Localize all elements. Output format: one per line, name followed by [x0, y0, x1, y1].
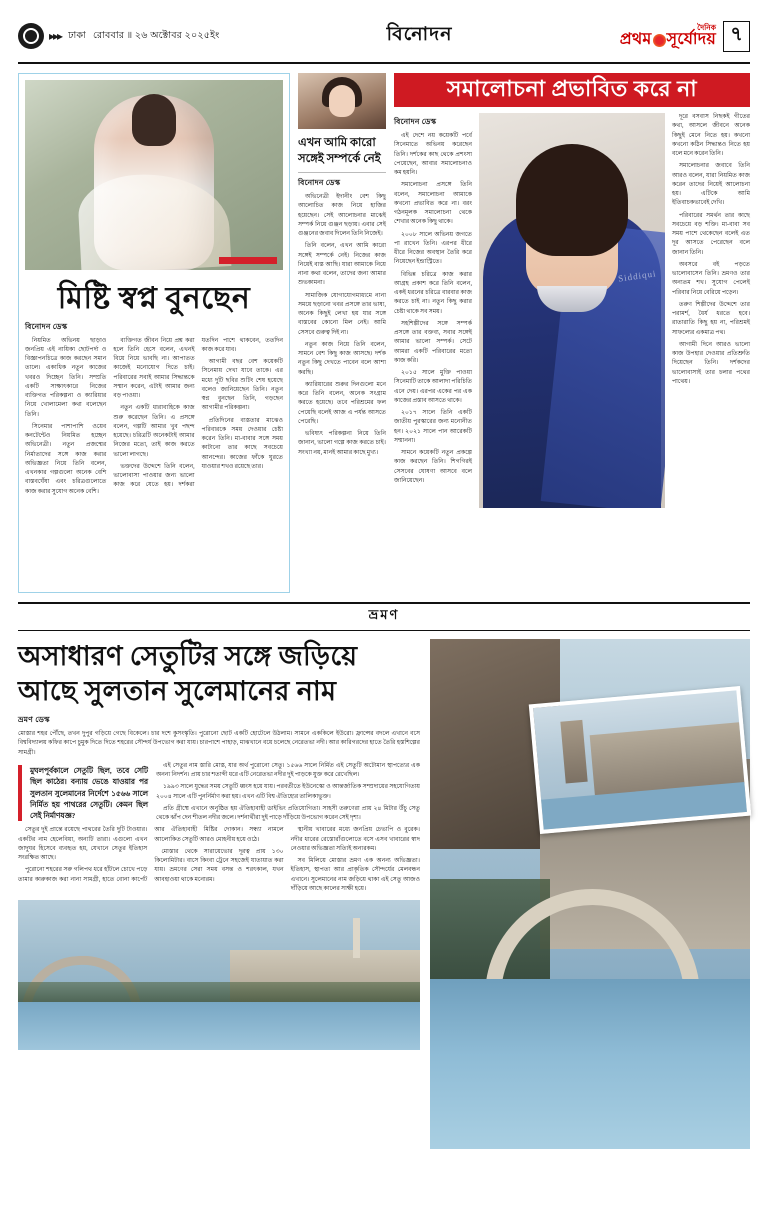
- paragraph: স্থানীয় খাবারের মধ্যে জনপ্রিয় চেভাপি ও বুরেক। নদীর ধারের রেস্তোরাঁগুলোতে বসে এসব খাবারের স্বাদ নেওয়ার অভিজ্ঞতা সত্যিই অন্যরকম।: [290, 827, 420, 852]
- travel-text-column: [18, 639, 420, 1149]
- masthead-right: [620, 21, 750, 52]
- paragraph: অবসরে বই পড়তে ভালোবাসেন তিনি। ভ্রমণও তার অন্যতম শখ। সুযোগ পেলেই পরিবার নিয়ে বেরিয়ে পড়েন।: [672, 261, 750, 296]
- logo-part-one: প্রথম: [619, 30, 652, 48]
- photo-accent-bar: [219, 257, 277, 264]
- masthead-place: ঢাকা: [68, 30, 87, 41]
- paragraph: সেতুর দুই প্রান্তে রয়েছে পাথরের তৈরি দুটি টাওয়ার। একটির নাম হেলেবিয়া, অন্যটি তারা। এগুলো এখন জাদুঘর হিসেবে ব্যবহৃত হয়, যেখানে সেতুর ইতিহাস সংরক্ষিত আছে।: [18, 827, 148, 862]
- paragraph: ক্যারিয়ারের শুরুর দিনগুলো মনে করে তিনি বলেন, অনেক সংগ্রাম করতে হয়েছে। তবে পরিশ্রমের ফল পেয়েছি বলেই আজ এ পর্যন্ত আসতে পেরেছি।: [298, 381, 386, 425]
- travel-headline: অসাধারণ সেতুটির সঙ্গে জড়িয়ে আছে সুলতান সুলেমানের নাম: [18, 641, 358, 707]
- travel-section: [18, 639, 750, 1149]
- photo-watermark: Siddiqui: [617, 268, 658, 284]
- article-body-wrap: [394, 113, 750, 508]
- travel-pullquote: মুঘলপূর্বকালে সেতুটি ছিল, তবে সেটি ছিল কাঠের। বন্যায় ভেঙে যাওয়ার পর সুলতান সুলেমানের নির্দেশে ১৫৬৬ সালে নির্মিত হয় পাথরের সেতুটি। কেমন ছিল সেই নির্মাণযজ্ঞ?: [18, 765, 148, 821]
- paragraph: সব মিলিয়ে মোস্তার ভ্রমণ এক অনন্য অভিজ্ঞতা। ইতিহাস, স্থাপত্য আর প্রাকৃতিক সৌন্দর্যের মেলবন্ধন এখানে। সুলেমানের নাম জড়িয়ে থাকা এই সেতু আজও দাঁড়িয়ে আছে কালের সাক্ষী হয়ে।: [290, 858, 420, 892]
- actress-portrait-thumbnail: [298, 73, 386, 129]
- top-section: [18, 73, 750, 593]
- paragraph: পরিবারের সমর্থন তার কাছে সবচেয়ে বড় শক্তি। মা-বাবা সব সময় পাশে থেকেছেন বলেই এত দূর আসতে পেরেছেন বলে জানান তিনি।: [672, 212, 750, 256]
- newspaper-logo: [620, 24, 716, 48]
- masthead-left: [18, 23, 219, 49]
- paragraph: ২০০৮ সালে অভিনয় জগতে পা রাখেন তিনি। এরপর ধীরে ধীরে নিজের অবস্থান তৈরি করে নিয়েছেন ইন্ডাস্ট্রিতে।: [394, 231, 472, 266]
- article-body: [394, 132, 472, 486]
- photo-figure-hair: [516, 144, 628, 256]
- paragraph: ২০১৫ সালে মুক্তি পাওয়া সিনেমাটি তাকে আলাদা পরিচিতি এনে দেয়। এরপর একের পর এক কাজের প্রস্তাব আসতে থাকে।: [394, 370, 472, 404]
- page-section-title: বিনোদন: [386, 24, 453, 45]
- page-number: ৭: [723, 21, 750, 52]
- paragraph: ব্যক্তিগত জীবন নিয়ে প্রশ্ন করা হলে তিনি হেসে বলেন, এখনই বিয়ে নিয়ে ভাবছি না। আপাতত কাজেই মনোযোগ দিতে চাই। পরিবারের সবাই আমার সিদ্ধান্তকে সম্মান করেন, এটাই আমার জন্য বড় পাওয়া।: [113, 337, 195, 399]
- article-body: [672, 113, 750, 387]
- star-emblem-icon: [18, 23, 44, 49]
- article-headline-banner: সমালোচনা প্রভাবিত করে না: [394, 73, 750, 107]
- article-byline: বিনোদন ডেস্ক: [394, 117, 437, 127]
- photo-river: [430, 979, 750, 1149]
- article-headline: এখন আমি কারো সঙ্গেই সম্পর্কে নেই: [298, 137, 381, 165]
- paragraph: ২০১৭ সালে তিনি একটি জাতীয় পুরস্কারের জন্য মনোনীত হন। ২০২১ সালে পান আরেকটি সম্মাননা।: [394, 410, 472, 444]
- masthead-date: রোববার ॥ ২৬ অক্টোবর ২০২৫ইং: [93, 30, 220, 41]
- article-byline: বিনোদন ডেস্ক: [298, 178, 341, 188]
- logo-part-two: সূর্যোদয়: [666, 30, 716, 48]
- triple-chevron-right-icon: ▸▸▸: [49, 28, 62, 43]
- masthead: [18, 16, 750, 64]
- mostar-old-town-river-photo: [18, 900, 420, 1050]
- article-ekhon-ami: [298, 73, 386, 593]
- travel-lead: মোস্তার শহর পৌঁছে, তখন দুপুর গড়িয়ে গেছে বিকেলে। চার দশে কুসংস্কৃতি। পুরোনো ছোট একটি হোটেলে উঠলাম। সামনে এককিলে ইউরো। ফ্রান্সের বদলে এখানে বসে বিশ্ববিদ্যালয় কফির কাপে চুমুক দিতে দিতে শহরের সৌন্দর্য উপভোগ করা যায়। চারপাশে পাহাড়, মাঝখানে বয়ে চলেছে নেরেতভা নদী। আর কারিগরদের হাতে তৈরি হস্তশিল্পের সামগ্রী।: [18, 731, 420, 756]
- paragraph: ভবিষ্যৎ পরিকল্পনা নিয়ে তিনি জানান, ভালো গল্পে কাজ করতে চাই। সংখ্যা নয়, মানই আমার কাছে মুখ্য।: [298, 431, 386, 456]
- article-body: [298, 193, 386, 458]
- mostar-riverside-inset-photo: [529, 686, 752, 834]
- paragraph: আগামী বছর বেশ কয়েকটি সিনেমায় দেখা যাবে তাকে। এর মধ্যে দুটি ছবির শুটিং শেষ হয়েছে বলেও জানিয়েছেন তিনি। নতুন স্বপ্ন বুনছেন তিনি, গড়ছেন আগামীর পরিকল্পনা।: [201, 359, 283, 412]
- paragraph: নিয়মিত অভিনয় ছাড়াও জনপ্রিয় এই নায়িকা ছোটপর্দা ও বিজ্ঞাপনচিত্রে কাজ করছেন সমান তালে। একাধিক নতুন কাজের খবরও দিচ্ছেন তিনি। সম্প্রতি একটি সাক্ষাৎকারে নিজের ব্যক্তিগত পরিকল্পনা ও ক্যারিয়ার নিয়ে খোলামেলা কথা বলেছেন তিনি।: [25, 337, 107, 418]
- photo-tower: [560, 720, 587, 784]
- thumbnail-face: [329, 85, 355, 117]
- paragraph: এই সেতুর নাম স্তারি মোস্ত, যার অর্থ পুরোনো সেতু। ১৫৬৬ সালে নির্মিত এই সেতুটি অটোমান স্থাপত্যের এক অনন্য নিদর্শন। প্রায় চার শতাব্দী ধরে এটি নেরেতভা নদীর দুই পাড়কে যুক্ত করে রেখেছিল।: [156, 762, 420, 779]
- photo-figure-hair: [132, 94, 176, 146]
- paragraph: সমালোচনা প্রসঙ্গে তিনি বলেন, সমালোচনা আমাকে কখনো প্রভাবিত করে না। বরং গঠনমূলক সমালোচনা থেকে শেখার অনেক কিছু থাকে।: [394, 182, 472, 226]
- photo-river: [18, 1002, 420, 1050]
- travel-image-column: [430, 639, 750, 1149]
- paragraph: তিনি বলেন, এখন আমি কারো সঙ্গেই সম্পর্কে নেই। নিজের কাজ নিয়েই ব্যস্ত আছি। যারা আমাকে নিয়ে নানা কথা বলেন, তাদের জন্য আমার শুভকামনা।: [298, 243, 386, 287]
- article-misti-swapno: [18, 73, 290, 593]
- paragraph: প্রতি গ্রীষ্মে এখানে অনুষ্ঠিত হয় ঐতিহ্যবাহী ডাইভিং প্রতিযোগিতা। সাহসী তরুণেরা প্রায় ২৪ মিটার উঁচু সেতু থেকে ঝাঁপ দেন শীতল নদীর জলে। দর্শনার্থীরা দুই পাড়ে দাঁড়িয়ে উপভোগ করেন সেই দৃশ্য।: [156, 805, 420, 822]
- travel-byline: ভ্রমণ ডেস্ক: [18, 715, 50, 725]
- section-divider-bhromon: ভ্রমণ: [18, 602, 750, 631]
- paragraph: নতুন একটি ধারাবাহিকে কাজ শুরু করেছেন তিনি। এ প্রসঙ্গে বলেন, গল্পটি আমার খুব পছন্দ হয়েছে। চরিত্রটি অনেকটাই আমার নিজের মতো, তাই কাজ করতে ভালো লাগছে।: [113, 405, 195, 458]
- paragraph: সিনেমার পাশাপাশি ওয়েব কনটেন্টেও নিয়মিত হচ্ছেন অভিনেত্রী। নতুন প্রজন্মের নির্মাতাদের সঙ্গে কাজ করার অভিজ্ঞতা নিয়ে তিনি বলেন, এখনকার গল্পগুলো অনেক বেশি বাস্তবঘেঁষা এবং চরিত্রগুলোতে কাজ করার সুযোগ অনেক বেশি।: [25, 423, 107, 495]
- logo-kicker: দৈনিক: [697, 23, 716, 33]
- paragraph: অভিনেত্রী ইদানীং বেশ কিছু আলোচিত কাজ নিয়ে হাজির হয়েছেন। সেই আলোচনার মাঝেই সম্পর্ক নিয়ে গুঞ্জন ছড়ায়। এবার সেই গুঞ্জনের জবাব দিলেন তিনি নিজেই।: [298, 194, 386, 238]
- paragraph: পুরোনো শহরের সরু গলিপথ ধরে হাঁটলে চোখে পড়ে তামার কারুকাজ করা নানা সামগ্রী, হাতে বোনা কার্পেট আর ঐতিহ্যবাহী মিষ্টির দোকান। সন্ধ্যা নামলে আলোকিত সেতুটি আরও মোহনীয় হয়ে ওঠে।: [18, 827, 284, 883]
- photo-minaret: [353, 918, 360, 958]
- woman-in-white-saree-photo: [25, 80, 283, 270]
- paragraph: সহশিল্পীদের সঙ্গে সম্পর্ক প্রসঙ্গে তার বক্তব্য, সবার সঙ্গেই আমার ভালো সম্পর্ক। সেটে আমরা একটি পরিবারের মতো কাজ করি।: [394, 320, 472, 364]
- paragraph: ১৯৯৩ সালে যুদ্ধের সময় সেতুটি ধ্বংস হয়ে যায়। পরবর্তীতে ইউনেস্কো ও আন্তর্জাতিক সম্প্রদায়ের সহযোগিতায় ২০০৪ সালে এটি পুনর্নির্মাণ করা হয়। এখন এটি বিশ্ব ঐতিহ্যের তালিকাভুক্ত।: [156, 784, 420, 800]
- article-column-right: [672, 113, 750, 508]
- actress-in-blue-saree-photo: [479, 113, 665, 508]
- paragraph: সামাজিক যোগাযোগমাধ্যমে নানা সময়ে ছড়ানো খবর প্রসঙ্গে তার ভাষ্য, অনেক কিছুই লেখা হয় যার সঙ্গে বাস্তবের কোনো মিল নেই। আমি সেসবে গুরুত্ব দিই না।: [298, 292, 386, 336]
- paragraph: বিভিন্ন চরিত্রে কাজ করার আগ্রহ প্রকাশ করে তিনি বলেন, একই ধরনের চরিত্রে বারবার কাজ করতে চাই না। নতুন কিছু করার চেষ্টা থাকে সব সময়।: [394, 271, 472, 315]
- article-column-left: [394, 113, 472, 508]
- paragraph: আগামী দিনে আরও ভালো কাজ উপহার দেওয়ার প্রতিশ্রুতি দিয়েছেন তিনি। দর্শকদের ভালোবাসাই তার চলার পথের পাথেয়।: [672, 341, 750, 385]
- paragraph: মোস্তার থেকে সারায়েভোর দূরত্ব প্রায় ১৩০ কিলোমিটার। বাসে কিংবা ট্রেনে সহজেই যাতায়াত করা যায়। ভ্রমণের সেরা সময় বসন্ত ও শরৎকাল, যখন আবহাওয়া থাকে মনোরম।: [154, 848, 284, 883]
- paragraph: সমালোচনার জবাবে তিনি আরও বলেন, যারা নিয়মিত কাজ করেন তাদের নিয়েই আলোচনা হয়। এটিকে আমি ইতিবাচকভাবেই দেখি।: [672, 163, 750, 207]
- paragraph: দূরে বসবাস নিছকই গীতের কথা, আসলে জীবনে অনেক কিছুই মেনে নিতে হয়। কখনো কখনো কঠিন সিদ্ধান্তও নিতে হয় বলে মনে করেন তিনি।: [672, 114, 750, 158]
- article-body: [25, 337, 283, 497]
- paragraph: ভক্তদের উদ্দেশে তিনি বলেন, ভালোবাসা পাওয়ার জন্য ভালো কাজ করে যেতে হয়। দর্শকরা যতদিন পাশে থাকবেন, ততদিন কাজ করে যাব।: [113, 337, 283, 489]
- paragraph: নতুন কাজ নিয়ে তিনি বলেন, সামনে বেশ কিছু কাজ আসছে। দর্শক নতুন কিছু দেখতে পাবেন বলে আশা করছি।: [298, 341, 386, 376]
- article-somalochona: [394, 73, 750, 593]
- divider: [298, 172, 386, 173]
- paragraph: এই দেশে নয় কয়েকটি পর্বে সিনেমাতে অভিনয় করেছেন তিনি। দর্শকের কাছ থেকে প্রশংসা পেয়েছেন, আবার সমালোচনাও কম হয়নি।: [394, 133, 472, 177]
- travel-body-columns: [18, 826, 420, 894]
- paragraph: সামনে কয়েকটি নতুন প্রকল্পে কাজ করছেন তিনি। শিগগিরই সেসবের ঘোষণা আসবে বলে জানিয়েছেন।: [394, 450, 472, 484]
- photo-trees: [18, 982, 420, 1004]
- sun-icon: [653, 34, 666, 47]
- logo-wordmark: [620, 32, 716, 48]
- paragraph: তরুণ শিল্পীদের উদ্দেশে তার পরামর্শ, ধৈর্য ধরতে হবে। রাতারাতি কিছু হয় না, পরিশ্রমই সাফল্যের একমাত্র পথ।: [672, 301, 750, 336]
- paragraph: প্রতিদিনের ব্যস্ততার মাঝেও পরিবারকে সময় দেওয়ার চেষ্টা করেন তিনি। মা-বাবার সঙ্গে সময় কাটানো তার কাছে সবচেয়ে আনন্দের। কাজের ফাঁকে ঘুরতে যাওয়ার শখও রয়েছে তার।: [201, 417, 283, 470]
- article-headline: মিষ্টি স্বপ্ন বুনছেন: [57, 282, 251, 315]
- article-byline: বিনোদন ডেস্ক: [25, 321, 68, 331]
